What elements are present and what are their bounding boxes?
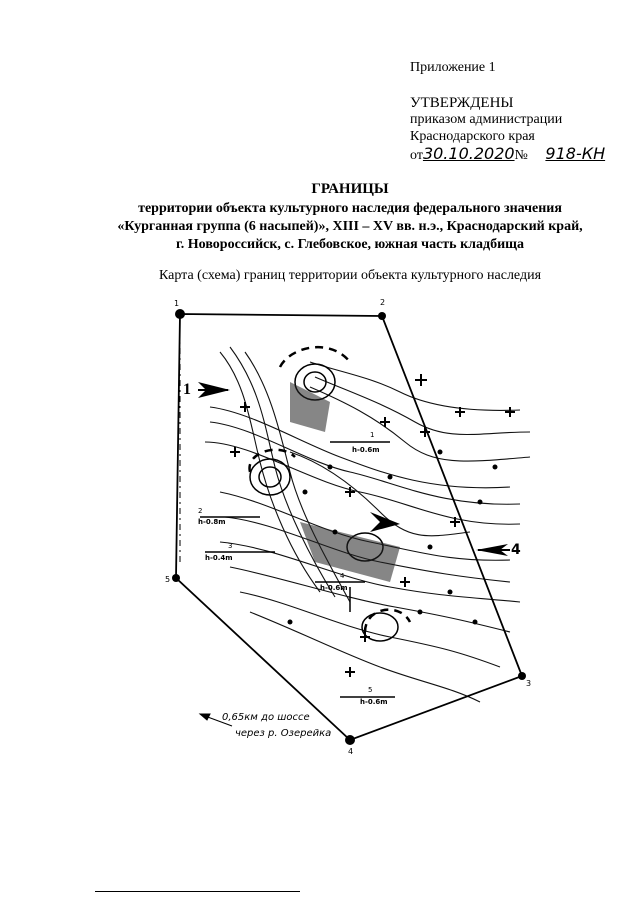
section-number: 1 — [370, 431, 375, 439]
contour-lines — [205, 347, 530, 702]
handwritten-note: через р. Озерейка — [235, 728, 332, 739]
title-line-1: территории объекта культурного наследия федерального значения — [138, 201, 562, 216]
section-height-label: h-0.4m — [205, 554, 233, 562]
view-arrow-1 — [198, 382, 230, 398]
handwritten-date: 30.10.2020 — [422, 144, 515, 163]
section-number: 2 — [198, 507, 203, 515]
point-number: 2 — [380, 298, 386, 307]
handwritten-number: 918-КН — [545, 144, 606, 163]
territory-boundary — [172, 309, 526, 745]
arrow-label: 4 — [511, 542, 521, 558]
document-heading: ГРАНИЦЫ — [311, 181, 389, 197]
date-prefix: от — [410, 148, 423, 163]
section-height-label: h-0.6m — [352, 446, 380, 454]
number-prefix: № — [514, 148, 528, 163]
bottom-rule — [95, 891, 300, 892]
point-number: 3 — [526, 679, 532, 688]
order-date-line — [410, 146, 605, 164]
map-caption: Карта (схема) границ территории объекта культурного наследия — [158, 268, 542, 283]
plus-markers — [230, 374, 515, 677]
boundary-map — [150, 292, 540, 762]
point-number: 5 — [165, 575, 171, 584]
title-line-2: «Курганная группа (6 насыпей)», XIII – XV вв. н.э., Краснодарский край, — [117, 219, 583, 234]
title-line-3: г. Новороссийск, с. Глебовское, южная часть кладбища — [176, 237, 524, 252]
handwritten-note: 0,65км до шоссе — [222, 712, 310, 723]
order-line: приказом администрации — [410, 112, 563, 127]
section-height-label: h-0.6m — [360, 698, 388, 706]
arrow-label: 1 — [183, 381, 191, 398]
approved-label: УТВЕРЖДЕНЫ — [410, 95, 514, 111]
boundary-point-labels — [165, 298, 531, 756]
section-number: 5 — [368, 686, 373, 694]
section-height-label: h-0.8m — [198, 518, 226, 526]
section-height-label: h-0.6m — [320, 584, 348, 592]
appendix-label: Приложение 1 — [410, 60, 496, 75]
point-number: 4 — [348, 747, 354, 756]
view-arrow-4 — [476, 544, 510, 556]
section-number: 4 — [340, 572, 345, 580]
section-number: 3 — [228, 542, 233, 550]
point-number: 1 — [174, 299, 180, 308]
view-arrow-center — [370, 512, 400, 532]
region-line: Краснодарского края — [410, 129, 535, 144]
